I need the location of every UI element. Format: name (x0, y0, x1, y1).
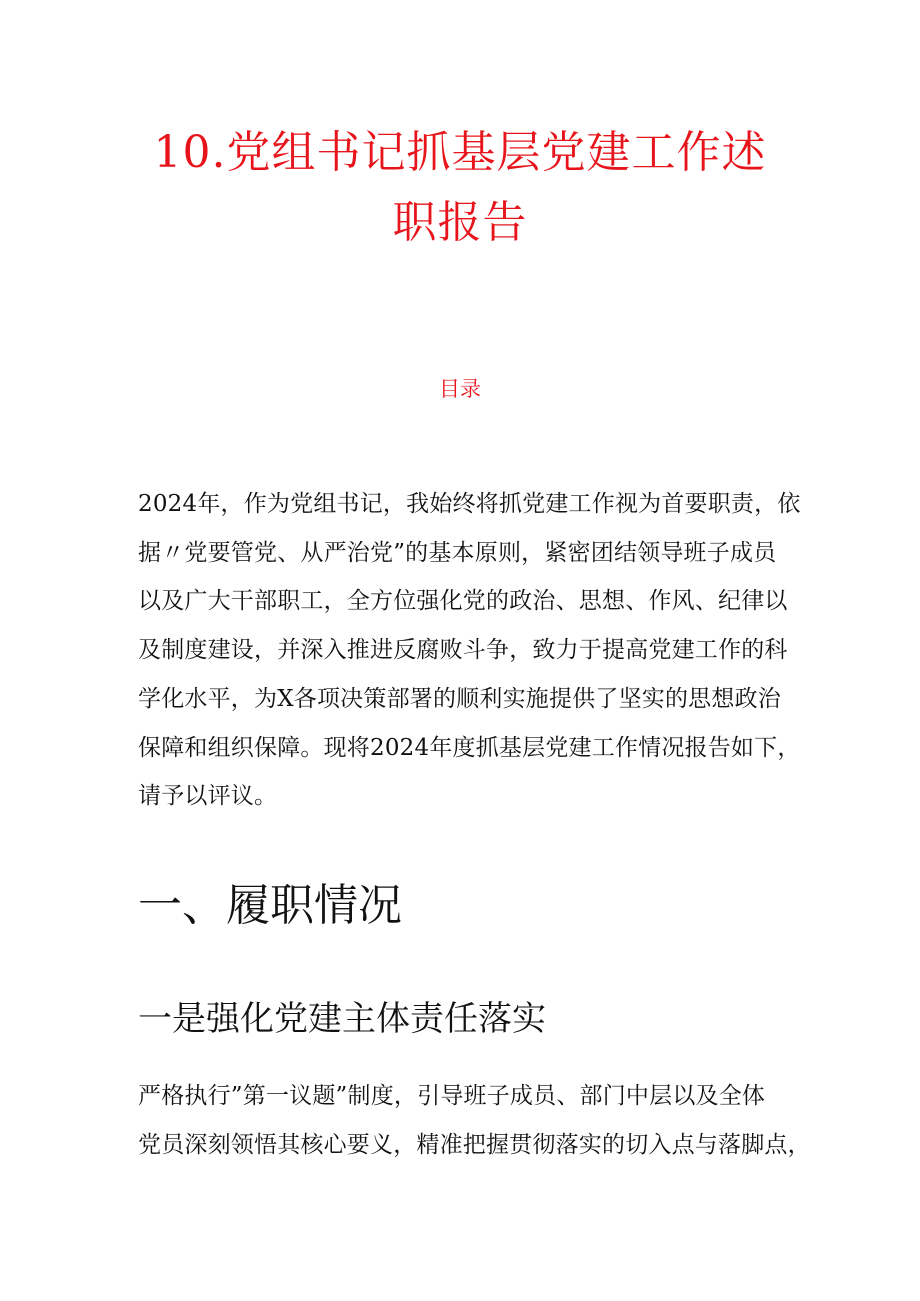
body-line: 党员深刻领悟其核心要义，精准把握贯彻落实的切入点与落脚点， (138, 1131, 811, 1158)
section-heading: 一、履职情况 (138, 880, 402, 931)
document-title-line-2: 职报告 (392, 197, 528, 248)
intro-line: 保障和组织保障。现将2024年度抓基层党建工作情况报告如下， (138, 734, 801, 761)
intro-line: 学化水平，为X各项决策部署的顺利实施提供了坚实的思想政治 (138, 685, 781, 712)
toc-heading: 目录 (439, 377, 481, 401)
intro-paragraph (138, 480, 801, 821)
document-title (0, 118, 920, 258)
body-line: 严格执行”第一议题”制度，引导班子成员、部门中层以及全体 (138, 1083, 766, 1109)
sub-heading: 一是强化党建主体责任落实 (138, 999, 546, 1039)
body-paragraph (138, 1072, 811, 1169)
intro-line: 2024年，作为党组书记，我始终将抓党建工作视为首要职责，依 (138, 491, 801, 517)
intro-line: 以及广大干部职工，全方位强化党的政治、思想、作风、纪律以 (138, 588, 788, 615)
intro-line: 及制度建设，并深入推进反腐败斗争，致力于提高党建工作的科 (138, 637, 788, 664)
intro-line: 请予以评议。 (138, 783, 278, 810)
document-title-line-1: 10.党组书记抓基层党建工作述 (153, 127, 767, 178)
intro-line: 据〃党要管党、从严治党”的基本原则，紧密团结领导班子成员 (138, 539, 777, 566)
